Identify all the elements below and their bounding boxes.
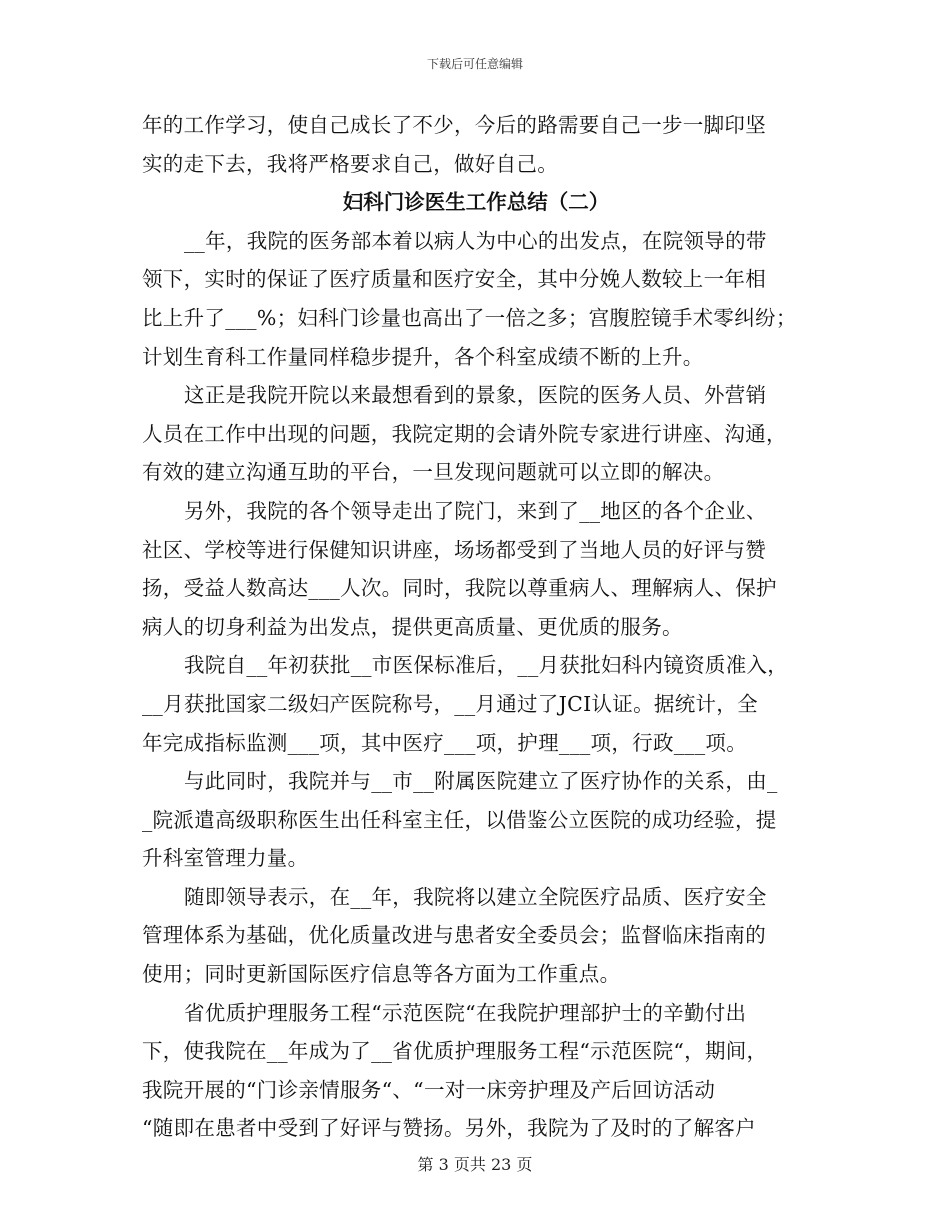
text-line: 社区、学校等进行保健知识讲座，场场都受到了当地人员的好评与赞 <box>142 537 766 562</box>
text-line: 我院开展的“门诊亲情服务“、“一对一床旁护理及产后回访活动 <box>142 1077 716 1102</box>
paragraph-start: 与此同时，我院并与__市__附属医院建立了医疗协作的关系，由_ <box>184 769 778 794</box>
text-line: _院派遣高级职称医生出任科室主任，以借鉴公立医院的成功经验，提 <box>142 807 777 832</box>
section-title: 妇科门诊医生工作总结（二） <box>342 190 610 215</box>
text-line: “随即在患者中受到了好评与赞扬。另外，我院为了及时的了解客户 <box>142 1116 756 1141</box>
text-line: 升科室管理力量。 <box>142 846 309 871</box>
document-body <box>142 106 810 1148</box>
paragraph-start: 另外，我院的各个领导走出了院门，来到了__地区的各个企业、 <box>184 498 767 523</box>
text-line: 年的工作学习，使自己成长了不少，今后的路需要自己一步一脚印坚 <box>142 113 766 137</box>
text-line: 使用；同时更新国际医疗信息等各方面为工作重点。 <box>142 962 621 987</box>
paragraph-start: 这正是我院开院以来最想看到的景象，医院的医务人员、外营销 <box>184 383 767 408</box>
text-line: 病人的切身利益为出发点，提供更高质量、更优质的服务。 <box>142 614 683 639</box>
paragraph-start: 我院自__年初获批__市医保标准后，__月获批妇科内镜资质准入， <box>184 653 789 678</box>
text-line: 人员在工作中出现的问题，我院定期的会请外院专家进行讲座、沟通， <box>142 421 787 446</box>
text-line: __月获批国家二级妇产医院称号，__月通过了JCI认证。据统计，全 <box>142 691 758 716</box>
text-line: 年完成指标监测___项，其中医疗___项，护理___项，行政___项。 <box>142 730 747 755</box>
text-line: 领下，实时的保证了医疗质量和医疗安全，其中分娩人数较上一年相 <box>142 267 766 292</box>
page-number: 第 3 页共 23 页 <box>417 1155 533 1174</box>
paragraph-start: 省优质护理服务工程“示范医院“在我院护理部护士的辛勤付出 <box>184 1000 747 1025</box>
header-note: 下载后可任意编辑 <box>426 57 523 71</box>
text-line: 有效的建立沟通互助的平台，一旦发现问题就可以立即的解决。 <box>142 460 725 485</box>
text-line: 实的走下去，我将严格要求自己，做好自己。 <box>142 151 558 176</box>
text-line: 扬，受益人数高达___人次。同时，我院以尊重病人、理解病人、保护 <box>142 576 777 601</box>
text-line: 管理体系为基础，优化质量改进与患者安全委员会；监督临床指南的 <box>142 923 766 948</box>
text-line: 比上升了___%；妇科门诊量也高出了一倍之多；宫腹腔镜手术零纠纷； <box>142 305 797 330</box>
text-line: 计划生育科工作量同样稳步提升，各个科室成绩不断的上升。 <box>142 344 704 369</box>
paragraph-start: __年，我院的医务部本着以病人为中心的出发点，在院领导的带 <box>184 228 767 253</box>
text-line: 下，使我院在__年成为了__省优质护理服务工程“示范医院“，期间， <box>142 1039 768 1064</box>
paragraph-start: 随即领导表示，在__年，我院将以建立全院医疗品质、医疗安全 <box>184 884 767 909</box>
